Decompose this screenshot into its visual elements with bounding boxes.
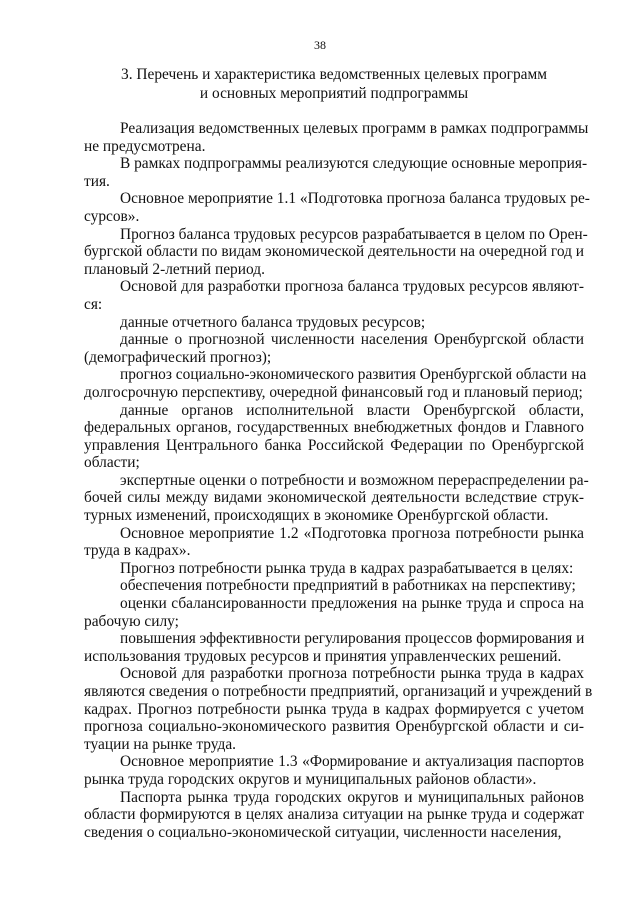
paragraph-line: Основой для разработки прогноза потребности рынка труда в кадрах xyxy=(120,665,584,683)
section-title-line-1: 3. Перечень и характеристика ведомственных целевых программ xyxy=(121,66,547,83)
paragraph-line: федеральных органов, государственных внебюджетных фондов и Главного xyxy=(84,419,584,437)
paragraph-line: сведения о социально-экономической ситуации, численности населения, xyxy=(84,823,562,841)
paragraph xyxy=(84,753,584,788)
paragraph-line: турных изменений, происходящих в экономике Оренбургской области. xyxy=(84,507,549,525)
paragraph-line: долгосрочную перспективу, очередной финансовый год и плановый период; xyxy=(84,383,583,401)
paragraph-line: Прогноз баланса трудовых ресурсов разрабатывается в целом по Орен- xyxy=(120,225,588,243)
paragraph-line: управления Центрального банка Российской Федерации по Оренбургской xyxy=(84,436,584,454)
paragraph-line: рабочую силу; xyxy=(84,612,179,630)
section-title xyxy=(84,66,584,103)
section-title-line-2: и основных мероприятий подпрограммы xyxy=(199,84,469,102)
paragraph xyxy=(84,471,589,525)
paragraph-line: области формируются в целях анализа ситуации на рынке труда и содержат xyxy=(84,806,584,824)
paragraph-line: обеспечения потребности предприятий в работниках на перспективу; xyxy=(120,577,576,595)
paragraph-line: Основное мероприятие 1.1 «Подготовка прогноза баланса трудовых ре- xyxy=(120,190,590,208)
paragraph xyxy=(84,366,587,401)
paragraph-line: Основное мероприятие 1.2 «Подготовка прогноза потребности рынка xyxy=(120,524,584,542)
paragraph xyxy=(84,155,588,190)
paragraph-line: бочей силы между видами экономической деятельности вследствие струк- xyxy=(84,489,584,507)
paragraph xyxy=(84,120,589,155)
paragraph xyxy=(84,560,584,578)
page-number: 38 xyxy=(314,38,326,52)
paragraph-line: тия. xyxy=(84,172,110,190)
paragraph-line: прогноз социально-экономического развития Оренбургской области на xyxy=(120,366,587,384)
paragraph-line: Основой для разработки прогноза баланса трудовых ресурсов являют- xyxy=(120,278,584,296)
paragraph xyxy=(84,190,590,225)
paragraph-line: экспертные оценки о потребности и возможном перераспределении ра- xyxy=(120,471,589,489)
paragraph xyxy=(84,525,584,560)
paragraph-line: плановый 2-летний период. xyxy=(84,260,265,278)
paragraph-line: туации на рынке труда. xyxy=(84,735,237,753)
paragraph-line: Прогноз потребности рынка труда в кадрах разрабатывается в целях: xyxy=(120,559,574,577)
paragraph-line: кадрах. Прогноз потребности рынка труда в кадрах формируется с учетом xyxy=(84,700,584,718)
paragraph-line: рынка труда городских округов и муниципальных районов области». xyxy=(84,770,537,788)
paragraph xyxy=(84,225,588,279)
paragraph xyxy=(84,789,584,842)
paragraph-line: (демографический прогноз); xyxy=(84,348,272,366)
paragraph-line: данные о прогнозной численности населения Оренбургской области xyxy=(120,331,584,349)
paragraph-line: не предусмотрена. xyxy=(84,137,206,155)
paragraph-line: оценки сбалансированности предложения на рынке труда и спроса на xyxy=(120,595,584,613)
paragraph-line: Паспорта рынка труда городских округов и муниципальных районов xyxy=(120,788,584,806)
paragraph-line: данные органов исполнительной власти Оренбургской области, xyxy=(120,401,584,419)
paragraph-line: области; xyxy=(84,454,140,472)
paragraph xyxy=(84,278,584,313)
paragraph-line: Основное мероприятие 1.3 «Формирование и актуализация паспортов xyxy=(120,753,584,771)
paragraph xyxy=(84,577,584,595)
paragraph-line: прогноза социально-экономического развития Оренбургской области и си- xyxy=(84,718,584,736)
paragraph xyxy=(84,630,584,665)
paragraph-line: повышения эффективности регулирования процессов формирования и xyxy=(120,630,585,648)
paragraph-line: сурсов». xyxy=(84,207,140,225)
paragraph xyxy=(84,331,584,366)
paragraph xyxy=(84,314,584,332)
paragraph-line: бургской области по видам экономической деятельности на очередной год и xyxy=(84,243,584,261)
document-body xyxy=(84,120,593,841)
paragraph-line: использования трудовых ресурсов и принятия управленческих решений. xyxy=(84,647,562,665)
paragraph xyxy=(84,402,584,472)
paragraph-line: Реализация ведомственных целевых программ в рамках подпрограммы xyxy=(120,120,589,137)
paragraph-line: ся: xyxy=(84,295,103,313)
paragraph-line: являются сведения о потребности предприятий, организаций и учреждений в xyxy=(84,683,593,700)
paragraph-line: В рамках подпрограммы реализуются следующие основные мероприя- xyxy=(120,155,588,173)
paragraph xyxy=(84,595,584,630)
paragraph-line: труда в кадрах». xyxy=(84,542,191,560)
paragraph-line: данные отчетного баланса трудовых ресурсов; xyxy=(120,313,426,331)
paragraph xyxy=(84,665,593,753)
